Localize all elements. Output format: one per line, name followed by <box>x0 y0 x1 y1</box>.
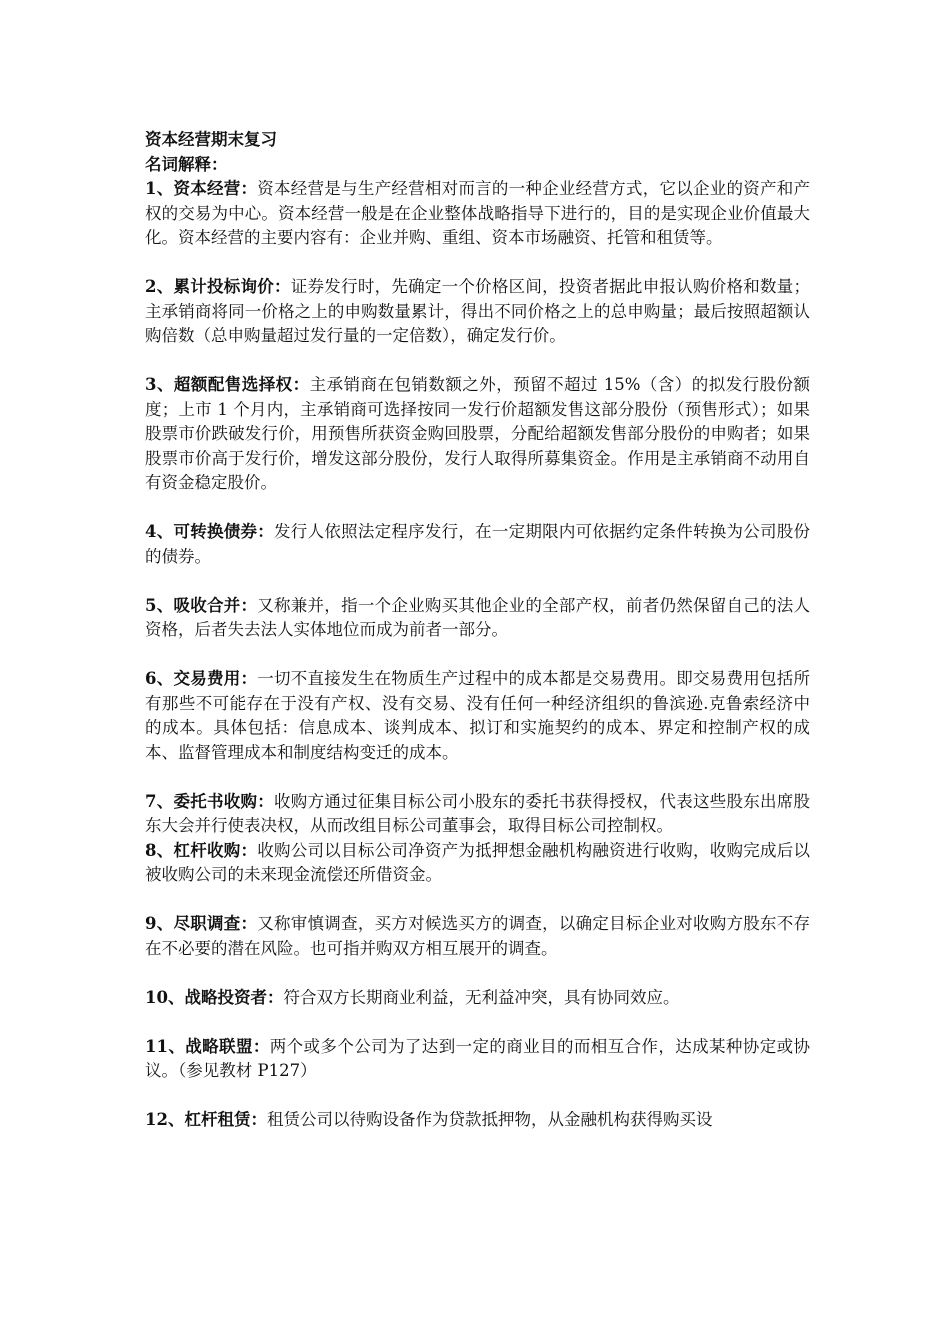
entry-definition: 租赁公司以待购设备作为贷款抵押物，从金融机构获得购买设 <box>266 1110 713 1129</box>
document-title: 资本经营期末复习 <box>145 130 277 149</box>
entry-definition: 主承销商在包销数额之外，预留不超过 15%（含）的拟发行股份额度；上市 1 个月内，主承销商可选择按同一发行价超额发售这部分股份（预售形式）；如果股票市价跌破发行价，用预售所获资金购回股票，分配给超额发售部分股份的申购者；如果股票市价高于发行价，增发这部分股份，发行人取得所募集资金。作用是主承销商不动用自有资金稳定股价。 <box>145 375 811 492</box>
entry-term: 4、可转换债券： <box>145 522 275 541</box>
entry-definition: 又称兼并，指一个企业购买其他企业的全部产权，前者仍然保留自己的法人资格，后者失去法人实体地位而成为前者一部分。 <box>145 595 810 639</box>
entry-10 <box>145 986 810 1011</box>
section-heading: 名词解释： <box>145 154 228 174</box>
entry-term: 12、杠杆租赁： <box>145 1110 267 1129</box>
entry-7 <box>145 790 810 839</box>
entry-term: 8、杠杆收购： <box>145 840 258 860</box>
entry-2 <box>145 275 810 349</box>
entry-term: 11、战略联盟： <box>145 1036 270 1056</box>
document-page <box>145 128 810 1133</box>
entry-definition: 证券发行时，先确定一个价格区间，投资者据此申报认购价格和数量；主承销商将同一价格之上的申购数量累计，得出不同价格之上的总申购量；最后按照超额认购倍数（总申购量超过发行量的一定倍数），确定发行价。 <box>145 277 811 345</box>
entry-definition: 一切不直接发生在物质生产过程中的成本都是交易费用。即交易费用包括所有那些不可能存在于没有产权、没有交易、没有任何一种经济组织的鲁滨逊.克鲁索经济中的成本。具体包括：信息成本、谈判成本、拟订和实施契约的成本、界定和控制产权的成本、监督管理成本和制度结构变迁的成本。 <box>145 669 810 762</box>
entry-term: 10、战略投资者： <box>145 987 284 1007</box>
entry-definition: 资本经营是与生产经营相对而言的一种企业经营方式，它以企业的资产和产权的交易为中心。资本经营一般是在企业整体战略指导下进行的，目的是实现企业价值最大化。资本经营的主要内容有：企业并购、重组、资本市场融资、托管和租赁等。 <box>145 179 810 247</box>
entry-term: 1、资本经营： <box>145 179 258 198</box>
entry-term: 3、超额配售选择权： <box>145 375 310 394</box>
entry-term: 5、吸收合并： <box>145 595 258 615</box>
entry-1 <box>145 177 810 251</box>
entry-3 <box>145 373 810 496</box>
entry-9 <box>145 912 810 961</box>
entry-definition: 符合双方长期商业利益，无利益冲突，具有协同效应。 <box>283 987 680 1007</box>
entry-definition: 发行人依照法定程序发行，在一定期限内可依据约定条件转换为公司股份的债券。 <box>145 522 811 566</box>
entry-definition: 收购公司以目标公司净资产为抵押想金融机构融资进行收购，收购完成后以被收购公司的未来现金流偿还所借资金。 <box>145 840 810 884</box>
entry-11 <box>145 1035 810 1084</box>
entry-definition: 又称审慎调查，买方对候选买方的调查，以确定目标企业对收购方股东不存在不必要的潜在风险。也可指并购双方相互展开的调查。 <box>145 914 810 958</box>
entry-12 <box>145 1108 810 1133</box>
entry-5 <box>145 594 810 643</box>
entry-4 <box>145 520 810 569</box>
entry-8 <box>145 839 810 888</box>
entry-term: 2、累计投标询价： <box>145 277 291 296</box>
entry-term: 7、委托书收购： <box>145 791 275 811</box>
entry-6 <box>145 667 810 765</box>
entry-term: 9、尽职调查： <box>145 914 258 933</box>
entry-definition: 收购方通过征集目标公司小股东的委托书获得授权，代表这些股东出席股东大会并行使表决权，从而改组目标公司董事会，取得目标公司控制权。 <box>145 791 811 835</box>
entry-definition: 两个或多个公司为了达到一定的商业目的而相互合作，达成某种协定或协议。（参见教材 P127） <box>145 1036 810 1080</box>
entry-term: 6、交易费用： <box>145 669 258 688</box>
